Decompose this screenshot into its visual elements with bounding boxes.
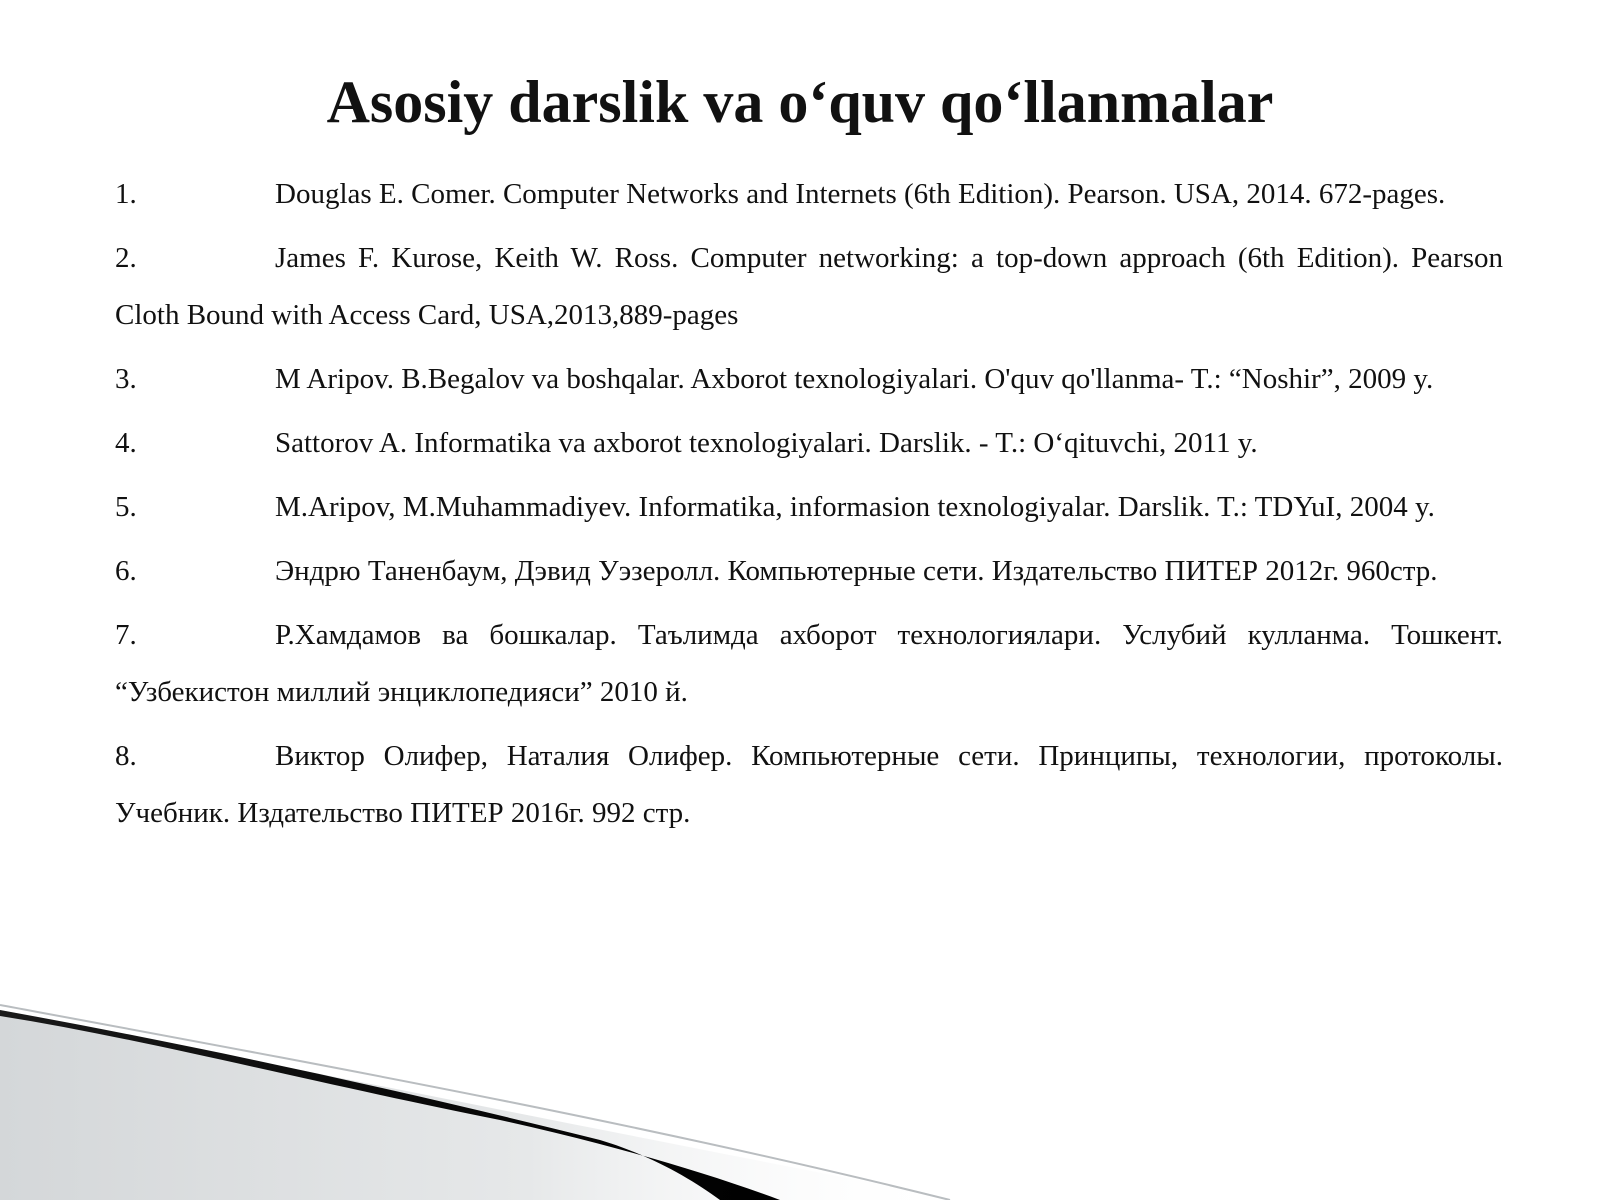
reference-text: Douglas E. Comer. Computer Networks and Internets (6th Edition). Pearson. USA, 2014. 672-pages. <box>275 178 1446 210</box>
reference-number: 7. <box>115 619 137 651</box>
reference-item <box>115 607 1503 721</box>
reference-item <box>115 479 1503 536</box>
reference-text: M Aripov. B.Begalov va boshqalar. Axborot texnologiyalari. O'quv qo'llanma- T.: “Noshir”, 2009 y. <box>275 363 1434 395</box>
reference-item <box>115 415 1503 472</box>
reference-list <box>115 166 1503 849</box>
reference-item <box>115 230 1503 344</box>
slide-title: Asosiy darslik va o‘quv qo‘llanmalar <box>326 69 1274 135</box>
reference-text: James F. Kurose, Keith W. Ross. Computer networking: a top-down approach (6th Edition). Pearson Cloth Bound with Access Card, USA,2013,889-pages <box>115 242 1503 331</box>
reference-number: 3. <box>115 363 137 395</box>
reference-number: 2. <box>115 242 137 274</box>
reference-item <box>115 728 1503 842</box>
reference-text: Р.Хамдамов ва бошкалар. Таълимда ахборот технологиялари. Услубий кулланма. Тошкент. “Узбекистон миллий энциклопедияси” 2010 й. <box>115 619 1503 708</box>
reference-item <box>115 543 1503 600</box>
reference-number: 6. <box>115 555 137 587</box>
reference-text: Эндрю Таненбаум, Дэвид Уэзеролл. Компьютерные сети. Издательство ПИТЕР 2012г. 960стр. <box>275 555 1438 587</box>
reference-text: Sattorov A. Informatika va axborot texnologiyalari. Darslik. - T.: O‘qituvchi, 2011 y. <box>275 427 1258 459</box>
reference-text: M.Aripov, M.Muhammadiyev. Informatika, informasion texnologiyalar. Darslik. T.: TDYuI, 2004 y. <box>275 491 1435 523</box>
reference-text: Виктор Олифер, Наталия Олифер. Компьютерные сети. Принципы, технологии, протоколы. Учебник. Издательство ПИТЕР 2016г. 992 стр. <box>115 740 1503 829</box>
reference-item <box>115 351 1503 408</box>
reference-item <box>115 166 1503 223</box>
reference-number: 1. <box>115 178 137 210</box>
reference-number: 8. <box>115 740 137 772</box>
reference-number: 4. <box>115 427 137 459</box>
reference-number: 5. <box>115 491 137 523</box>
